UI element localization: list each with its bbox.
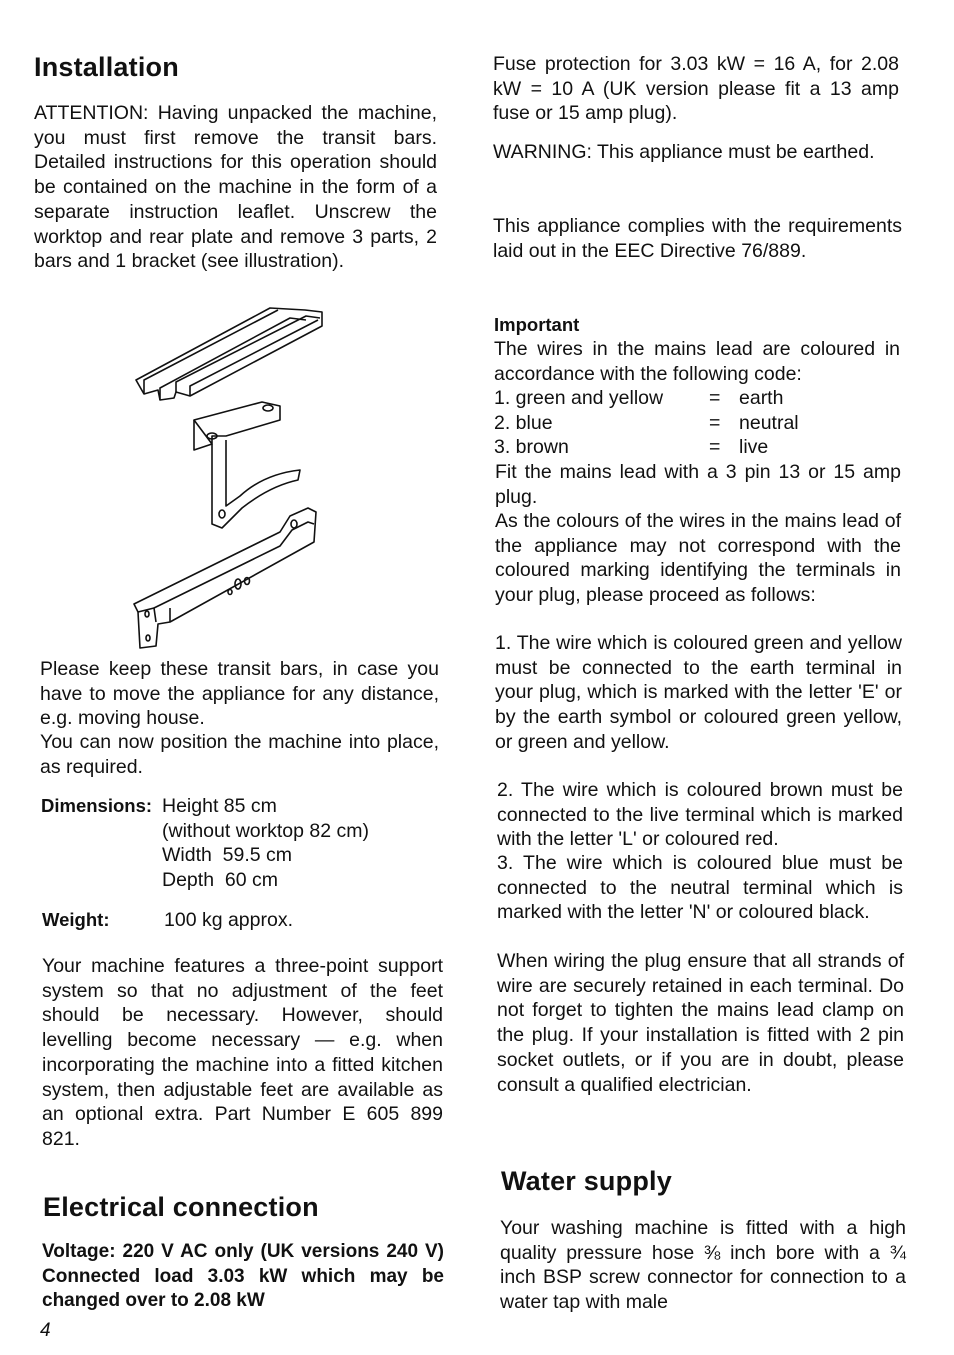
position-machine-text: You can now position the machine into place, as required. [40, 731, 439, 778]
code-row [494, 411, 900, 436]
dimension-depth: Depth 60 cm [162, 869, 278, 892]
wire-colours-text: As the colours of the wires in the mains lead of the appliance may not correspond with the coloured marking identifying the terminals in your plug, please proceed as follows: [495, 510, 901, 607]
step-1-text: 1. The wire which is coloured green and yellow must be connected to the earth terminal in your plug, which is marked with the letter 'E' or by the earth symbol or coloured green yellow, or green and yellow. [495, 632, 902, 753]
water-supply-text: Your washing machine is fitted with a high quality pressure hose ⅜ inch bore with a ¾ inch BSP screw connector for connection to a water tap with male [500, 1217, 906, 1314]
code-equals: = [709, 411, 721, 434]
code-row [494, 386, 900, 411]
important-text: The wires in the mains lead are coloured in accordance with the following code: [494, 338, 900, 385]
eec-compliance-text: This appliance complies with the requirements laid out in the EEC Directive 76/889. [493, 215, 902, 262]
installation-heading: Installation [34, 52, 179, 82]
code-meaning: neutral [739, 411, 799, 434]
fuse-protection-text: Fuse protection for 3.03 kW = 16 A, for 2.08 kW = 10 A (UK version please fit a 13 amp fuse or 15 amp plug). [493, 53, 899, 125]
code-meaning: live [739, 436, 769, 459]
code-row [494, 435, 900, 460]
weight-block [42, 908, 442, 933]
important-label: Important [494, 314, 580, 335]
keep-transit-bars-text: Please keep these transit bars, in case you have to move the appliance for any distance, e.g. moving house. [40, 658, 439, 730]
installation-intro: ATTENTION: Having unpacked the machine, you must first remove the transit bars. Detailed instructions for this operation should be contained on the machine in the form of a separate instruction leaflet. Unscrew the worktop and rear plate and remove 3 parts, 2 bars and 1 bracket (see illustration). [34, 102, 437, 273]
code-meaning: earth [739, 387, 784, 409]
wire-colour-codes [494, 386, 900, 460]
weight-label: Weight: [42, 909, 110, 930]
fit-mains-lead-text: Fit the mains lead with a 3 pin 13 or 15 amp plug. [495, 461, 901, 508]
wiring-plug-text: When wiring the plug ensure that all strands of wire are securely retained in each terminal. Do not forget to tighten the mains lead clamp on the plug. If your installation is fitted with 2 pin socket outlets, or if you are in doubt, please consult a qualified electrician. [497, 950, 904, 1096]
electrical-text: Voltage: 220 V AC only (UK versions 240 V) Connected load 3.03 kW which may be changed over to 2.08 kW [42, 1241, 444, 1312]
code-wire: 2. blue [494, 411, 553, 434]
weight-value: 100 kg approx. [164, 909, 294, 931]
water-supply-heading: Water supply [501, 1166, 672, 1196]
step-2-text: 2. The wire which is coloured brown must be connected to the live terminal which is marked with the letter 'L' or coloured red. [497, 779, 903, 851]
electrical-heading: Electrical connection [43, 1192, 319, 1222]
dimension-height: Height 85 cm [162, 795, 277, 817]
code-wire: 3. brown [494, 436, 569, 459]
support-system-text: Your machine features a three-point support system so that no adjustment of the feet should be necessary. However, should levelling become necessary — e.g. when incorporating the machine into a fitted kitchen system, then adjustable feet are available as an optional extra. Part Number E 605 899 821. [42, 955, 443, 1150]
dimensions-label: Dimensions: [41, 795, 153, 816]
step-3-text: 3. The wire which is coloured blue must be connected to the neutral terminal which is marked with the letter 'N' or coloured black. [497, 852, 903, 924]
transit-bars-illustration [130, 302, 330, 652]
code-equals: = [709, 387, 721, 409]
code-wire: 1. green and yellow [494, 387, 664, 409]
code-equals: = [709, 436, 721, 459]
dimensions-block [41, 794, 441, 893]
page-number: 4 [40, 1320, 51, 1341]
dimension-without-worktop: (without worktop 82 cm) [162, 819, 369, 842]
warning-text: WARNING: This appliance must be earthed. [493, 141, 875, 163]
dimension-width: Width 59.5 cm [162, 844, 293, 867]
